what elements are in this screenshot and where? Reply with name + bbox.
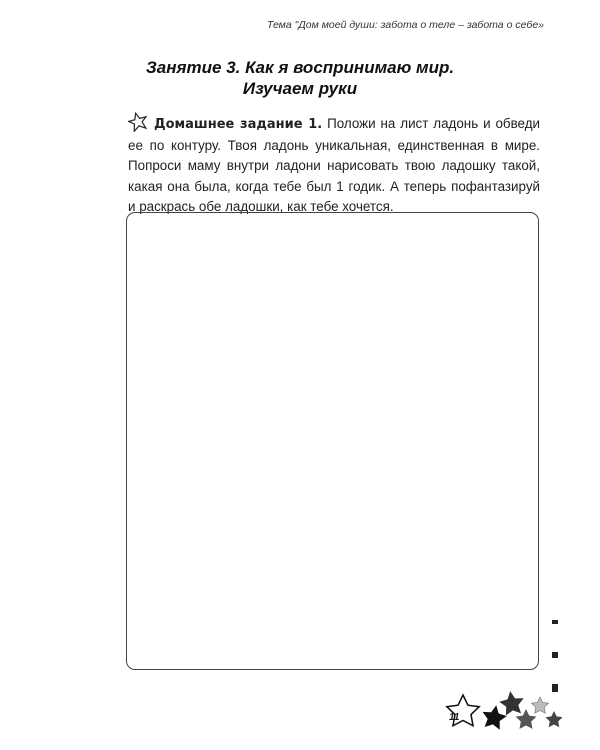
page-number: 11 <box>449 712 460 723</box>
star-outline-icon <box>128 112 152 132</box>
homework-task <box>128 112 540 218</box>
title-line-1: Занятие 3. Как я воспринимаю мир. <box>145 58 455 77</box>
edge-mark <box>552 684 558 692</box>
page-header: Тема "Дом моей души: забота о теле – забота о себе» <box>266 19 544 31</box>
drawing-area[interactable] <box>126 212 539 670</box>
edge-mark <box>552 620 558 624</box>
task-lead: Домашнее задание 1. <box>154 117 323 132</box>
page-title <box>100 57 500 99</box>
title-line-2: Изучаем руки <box>242 79 358 98</box>
edge-mark <box>552 652 558 658</box>
task-body: Положи на лист ладонь и обведи ее по контуру. Твоя ладонь уникальная, единственная в мире. Попроси маму внутри ладони нарисовать твою ладошку такой, какая она была, когда тебе был 1 годик. А теперь пофантазируй и раскрась обе ладошки, как тебе хочется. <box>128 116 540 214</box>
